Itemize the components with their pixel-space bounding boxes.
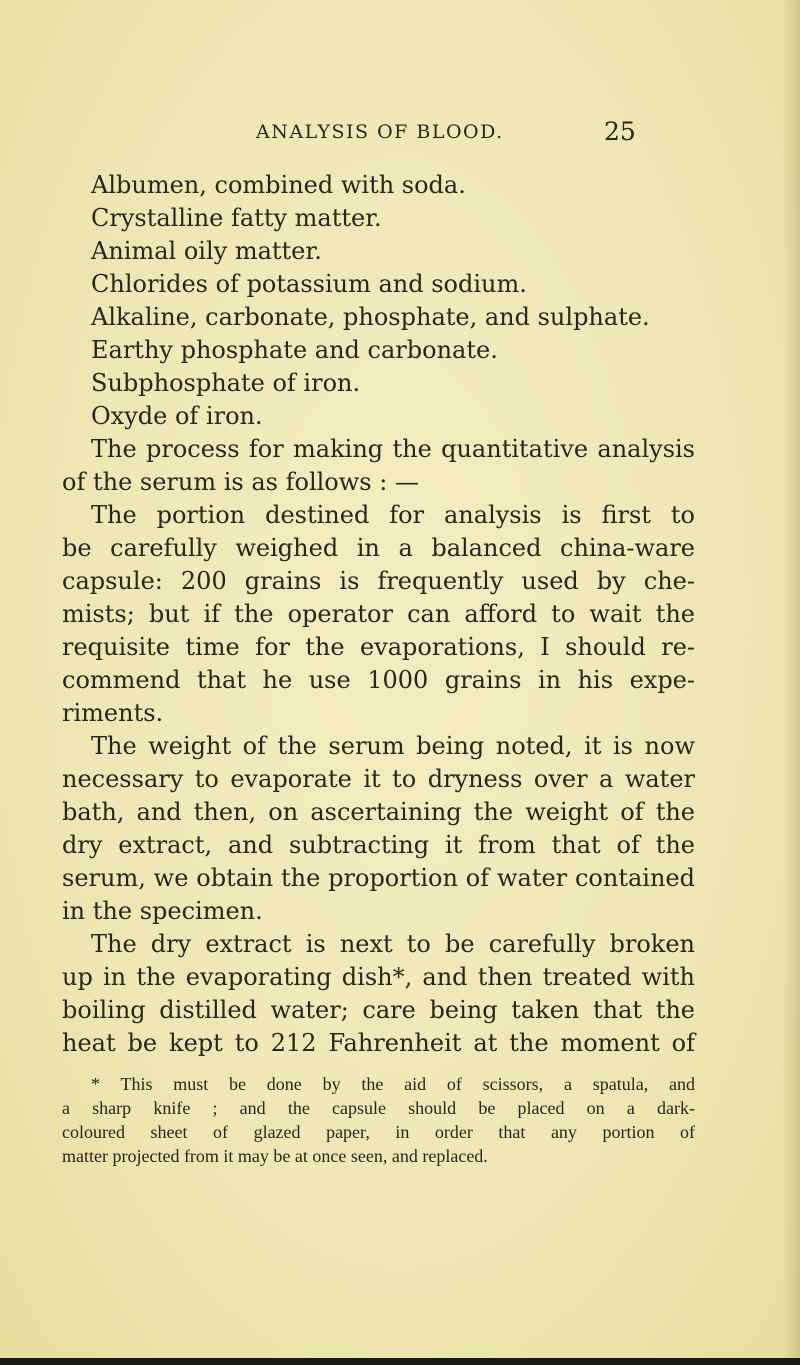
body-line: bath, and then, on ascertaining the weight of the	[62, 798, 695, 826]
scan-bottom-border	[0, 1358, 800, 1365]
body-line: The dry extract is next to be carefully broken	[91, 930, 695, 958]
page-number: 25	[604, 117, 636, 146]
list-item: Crystalline fatty matter.	[91, 204, 382, 232]
body-line: The process for making the quantitative analysis	[91, 435, 695, 463]
body-line: capsule: 200 grains is frequently used by che-	[62, 567, 695, 595]
body-line: heat be kept to 212 Fahrenheit at the moment of	[62, 1029, 695, 1057]
list-item: Albumen, combined with soda.	[91, 171, 466, 199]
page-edge-shadow	[782, 0, 800, 1365]
body-line: serum, we obtain the proportion of water contained	[62, 864, 695, 892]
body-line: be carefully weighed in a balanced china-ware	[62, 534, 695, 562]
list-item: Oxyde of iron.	[91, 402, 263, 430]
list-item: Subphosphate of iron.	[91, 369, 361, 397]
body-line: mists; but if the operator can afford to wait the	[62, 600, 695, 628]
body-line: up in the evaporating dish*, and then treated with	[62, 963, 695, 991]
body-line: boiling distilled water; care being taken that the	[62, 996, 695, 1024]
list-item: Earthy phosphate and carbonate.	[91, 336, 498, 364]
footnote-line: * This must be done by the aid of scissors, a spatula, and	[91, 1074, 695, 1094]
page-header	[0, 117, 800, 147]
body-line: in the specimen.	[62, 897, 263, 925]
body-line: The weight of the serum being noted, it is now	[91, 732, 695, 760]
list-item: Animal oily matter.	[91, 237, 322, 265]
body-line: riments.	[62, 699, 164, 727]
body-line: necessary to evaporate it to dryness over a water	[62, 765, 695, 793]
footnote-line: matter projected from it may be at once seen, and replaced.	[62, 1146, 488, 1166]
running-title: ANALYSIS OF BLOOD.	[256, 121, 504, 143]
footnote-line: a sharp knife ; and the capsule should be placed on a dark-	[62, 1098, 695, 1118]
list-item: Alkaline, carbonate, phosphate, and sulphate.	[91, 303, 650, 331]
body-line: commend that he use 1000 grains in his expe-	[62, 666, 695, 694]
list-item: Chlorides of potassium and sodium.	[91, 270, 527, 298]
body-line: requisite time for the evaporations, I should re-	[62, 633, 695, 661]
body-line: dry extract, and subtracting it from that of the	[62, 831, 695, 859]
body-line: The portion destined for analysis is first to	[91, 501, 695, 529]
footnote-line: coloured sheet of glazed paper, in order that any portion of	[62, 1122, 695, 1142]
body-line: of the serum is as follows : —	[62, 468, 419, 496]
